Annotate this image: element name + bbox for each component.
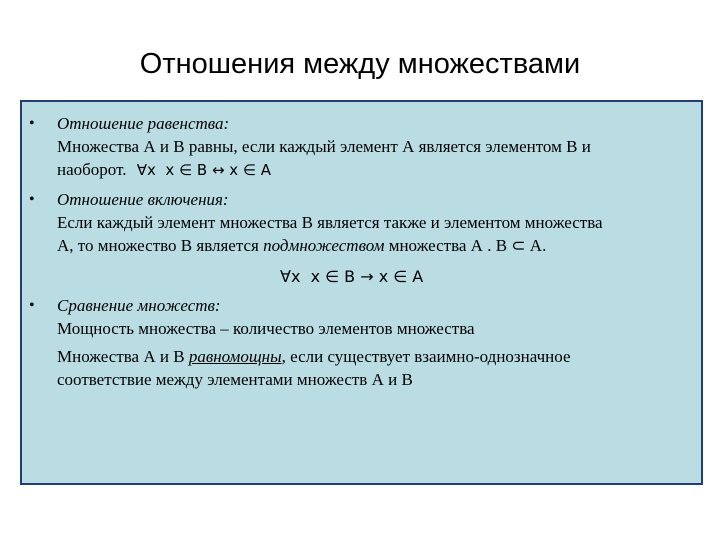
bullet-1: • [29, 115, 35, 132]
equipotent-term: равномощны [188, 347, 282, 366]
inclusion-formula: ∀x x ∈ B → x ∈ A [280, 267, 424, 286]
content-box [20, 100, 703, 485]
equipotent-line [57, 347, 571, 367]
equipotent-line-pre: Множества А и В [57, 347, 185, 366]
equality-line2 [57, 160, 271, 180]
inclusion-definition: Если каждый элемент множества В является также и элементом множества [57, 213, 603, 232]
equipotent-line3: соответствие между элементами множеств А и В [57, 370, 413, 389]
inclusion-line2-pre: А, то множество В является [57, 236, 259, 255]
equipotent-line-post: , если существует взаимно-однозначное [281, 347, 571, 366]
cardinality-definition: Мощность множества – количество элементов множества [57, 319, 475, 338]
inclusion-line2-post: множества А . В ⊂ А. [388, 236, 547, 255]
equality-definition: Множества А и В равны, если каждый элемент А является элементом В и [57, 137, 591, 156]
bullet-2: • [29, 191, 35, 208]
bullet-3: • [29, 297, 35, 314]
slide-title: Отношения между множествами [139, 48, 581, 80]
heading-inclusion: Отношение включения: [57, 190, 229, 209]
equality-formula: ∀x x ∈ B ↔ x ∈ A [136, 161, 272, 179]
inclusion-line2 [57, 236, 546, 256]
heading-equality: Отношение равенства: [57, 114, 230, 133]
heading-comparison: Сравнение множеств: [57, 296, 221, 315]
inclusion-term: подмножеством [263, 236, 385, 255]
equality-line2-text: наоборот. [57, 160, 127, 179]
